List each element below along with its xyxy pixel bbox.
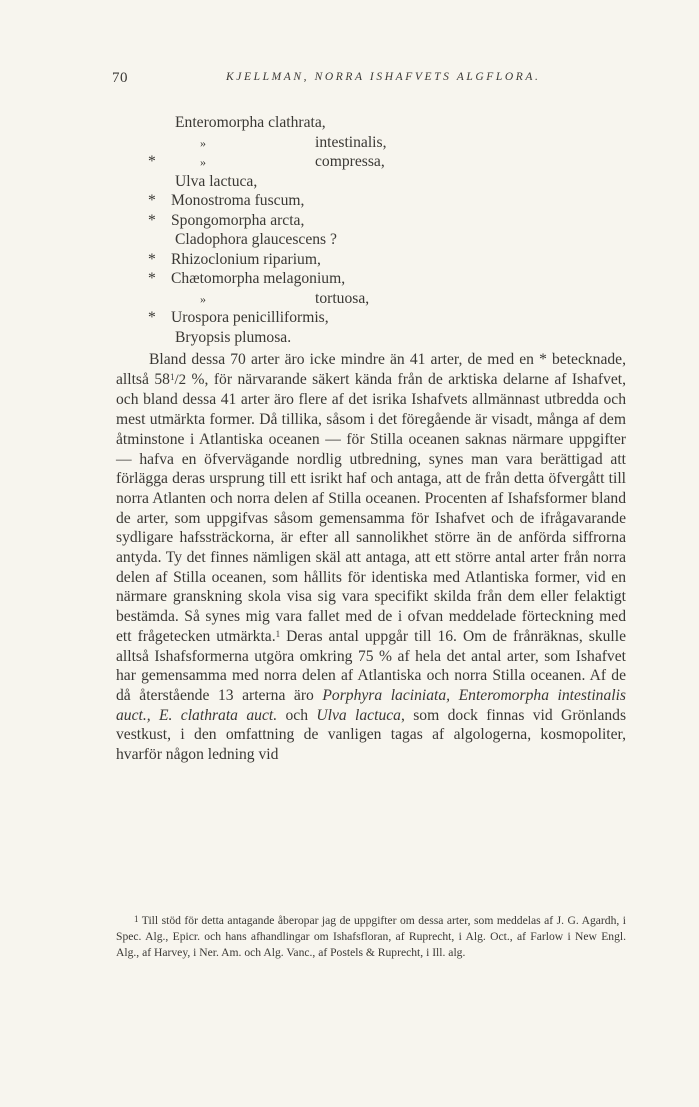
species-list-item — [148, 328, 628, 348]
species-list-item — [148, 308, 628, 328]
page-number: 70 — [112, 70, 128, 86]
species-mark: * — [148, 309, 156, 326]
species-name: Spongomorpha arcta, — [171, 211, 305, 229]
ditto-mark: » — [200, 291, 206, 306]
species-mark: * — [148, 211, 156, 229]
species-list-item — [148, 172, 628, 192]
body-text-part-2: %, för närvarande säkert kända från de arktiska delarne af Ishafvet, och bland dessa 41 arter äro flere af det isrika Ishafvets allmännast utbredda och mest utmärkta former. Då tillika, såsom i det föregående är visadt, många af dem åtminstone i Atlantiska oceanen — för Stilla oceanen saknas närmare uppgifter — hafva en öfvervägande nordlig utbredning, synes man vara berättigad att förlägga deras ursprung till ett isrikt haf och antaga, att de från detta öfvergått till norra Atlanten och norra delen af Stilla oceanen. Procenten af Ishafsformer bland de arter, som uppgifvas såsom gemensamma för Ishafvet och de ifrågavarande sydligare hafssträckorna, är efter all sannolikhet större än de anförda siffrorna antyda. Ty det finnes nämligen skäl att antaga, att ett större antal arter från norra delen af Stilla oceanen, som hållits för identiska med Atlantiska former, vid en närmare granskning skola visa sig vara specifikt skilda från dem eller felaktigt bestämda. Så synes mig vara fallet med de i ofvan meddelade förteckning med ett frågetecken utmärkta. — [116, 370, 626, 645]
species-name: Ulva lactuca, — [175, 172, 258, 190]
ditto-mark: » — [200, 155, 206, 169]
footnote-reference: 1 — [275, 628, 281, 639]
fraction-numerator: 1 — [169, 371, 175, 382]
body-text — [116, 350, 626, 765]
footnote-paragraph — [116, 913, 626, 962]
species-list-item — [148, 152, 628, 172]
running-head: KJELLMAN, NORRA ISHAFVETS ALGFLORA. — [226, 71, 541, 83]
species-name: Monostroma fuscum, — [171, 192, 305, 209]
species-list-item — [148, 250, 628, 270]
species-name: Chætomorpha melagonium, — [171, 270, 346, 287]
body-paragraph: Bland dessa 70 arter äro icke mindre än 41 arter, de med en * betecknade, alltså $58^1/2$ %, för närvarande säkert kända från de arktiska delarne af Ishafvet, och bland dessa 41 arter äro flere af det isrika Ishafvets allmännast utbredda och mest utmärkta former. Då tillika, såsom i det föregående är visadt, många af dem åtminstone i Atlantiska oceanen — för Stilla oceanen saknas närmare uppgifter — hafva en öfvervägande nordlig utbredning, synes man vara berättigad att förlägga deras ursprung till ett isrikt haf och antaga, att de från detta öfvergått till norra Atlanten och norra delen af Stilla oceanen. Procenten af Ishafsformer bland de arter, som uppgifvas såsom gemensamma för Ishafvet och de ifrågavarande sydligare hafssträckorna, är efter all sannolikhet större än de anförda siffrorna antyda. Ty det finnes nämligen skäl att antaga, att ett större antal arter från norra delen af Stilla oceanen, som hållits för identiska med Atlantiska former, vid en närmare granskning skola visa sig vara specifikt skilda från dem eller felaktigt bestämda. Så synes mig vara fallet med de i ofvan meddelade förteckning med ett frågetecken utmärkta.$^1$ Deras antal uppgår till 16. Om de frånräknas, skulle alltså Ishafsformerna utgöra omkring 75 % af hela det antal arter, som Ishafvet har gemensamma med norra delen af Atlantiska och norra Stilla oceanen. Af de då återstående 13 arterna äro Porphyra laciniata, Enteromorpha intestinalis auct., E. clathrata auct. och Ulva lactuca, som dock finnas vid Grönlands vestkust, i den omfattning de vanligen tagas af algologerna, kosmopoliter, hvarför någon ledning vid — [116, 351, 627, 764]
body-text-part-3: Deras antal uppgår till 16. Om de frånräknas, skulle alltså Ishafsformerna utgöra omkring 75 % af hela det antal arter, som Ishafvet har gemensamma med norra delen af Atlantiska och norra Stilla oceanen. Af de då återstående 13 arterna äro — [116, 627, 627, 704]
species-mark: * — [148, 153, 156, 170]
species-list-item — [148, 133, 628, 153]
footnote — [116, 913, 626, 962]
species-mark: * — [148, 270, 156, 287]
species-mark: * — [148, 192, 156, 209]
species-list-item — [148, 289, 628, 309]
species-mark: * — [148, 250, 156, 268]
species-list — [148, 113, 628, 347]
species-list-item — [148, 269, 628, 289]
species-name: Rhizoclonium riparium, — [171, 250, 321, 268]
footnote-text: Till stöd för detta antagande åberopar jag de uppgifter om dessa arter, som meddelas af J. G. Agardh, i Spec. Alg., Epicr. och hans afhandlingar om Ishafsfloran, af Ruprecht, i Alg. Oct., af Farlow i New Engl. Alg., af Harvey, i Ner. Am. och Alg. Vanc., af Postels & Ruprecht, i Ill. alg. — [116, 914, 626, 960]
species-list-item — [148, 211, 628, 231]
species-name: compressa, — [315, 153, 385, 170]
body-text-part-5: , som dock finnas vid Grönlands vestkust, i den omfattning de vanligen tagas af algologerna, kosmopoliter, hvarför någon ledning vid — [116, 706, 627, 764]
italic-species-2: Ulva lactuca — [316, 706, 401, 724]
body-text-part-4: och — [277, 706, 317, 724]
species-name: intestinalis, — [315, 133, 387, 151]
species-name: Enteromorpha clathrata, — [175, 114, 326, 131]
italic-species-1: Porphyra laciniata, Enteromorpha intestinalis auct., E. clathrata auct. — [116, 686, 626, 724]
species-name: tortuosa, — [315, 289, 370, 307]
species-list-item — [148, 191, 628, 211]
species-name: Urospora penicilliformis, — [171, 309, 329, 326]
footnote-marker: 1 — [134, 914, 139, 924]
species-name: Cladophora glaucescens ? — [175, 231, 337, 248]
species-list-item — [148, 113, 628, 133]
species-list-item — [148, 230, 628, 250]
species-name: Bryopsis plumosa. — [175, 328, 292, 346]
body-text-part-1: Bland dessa 70 arter äro icke mindre än 41 arter, de med en * betecknade, alltså 58 — [116, 351, 626, 388]
fraction-denominator: 2 — [178, 371, 187, 388]
ditto-mark: » — [200, 135, 206, 150]
